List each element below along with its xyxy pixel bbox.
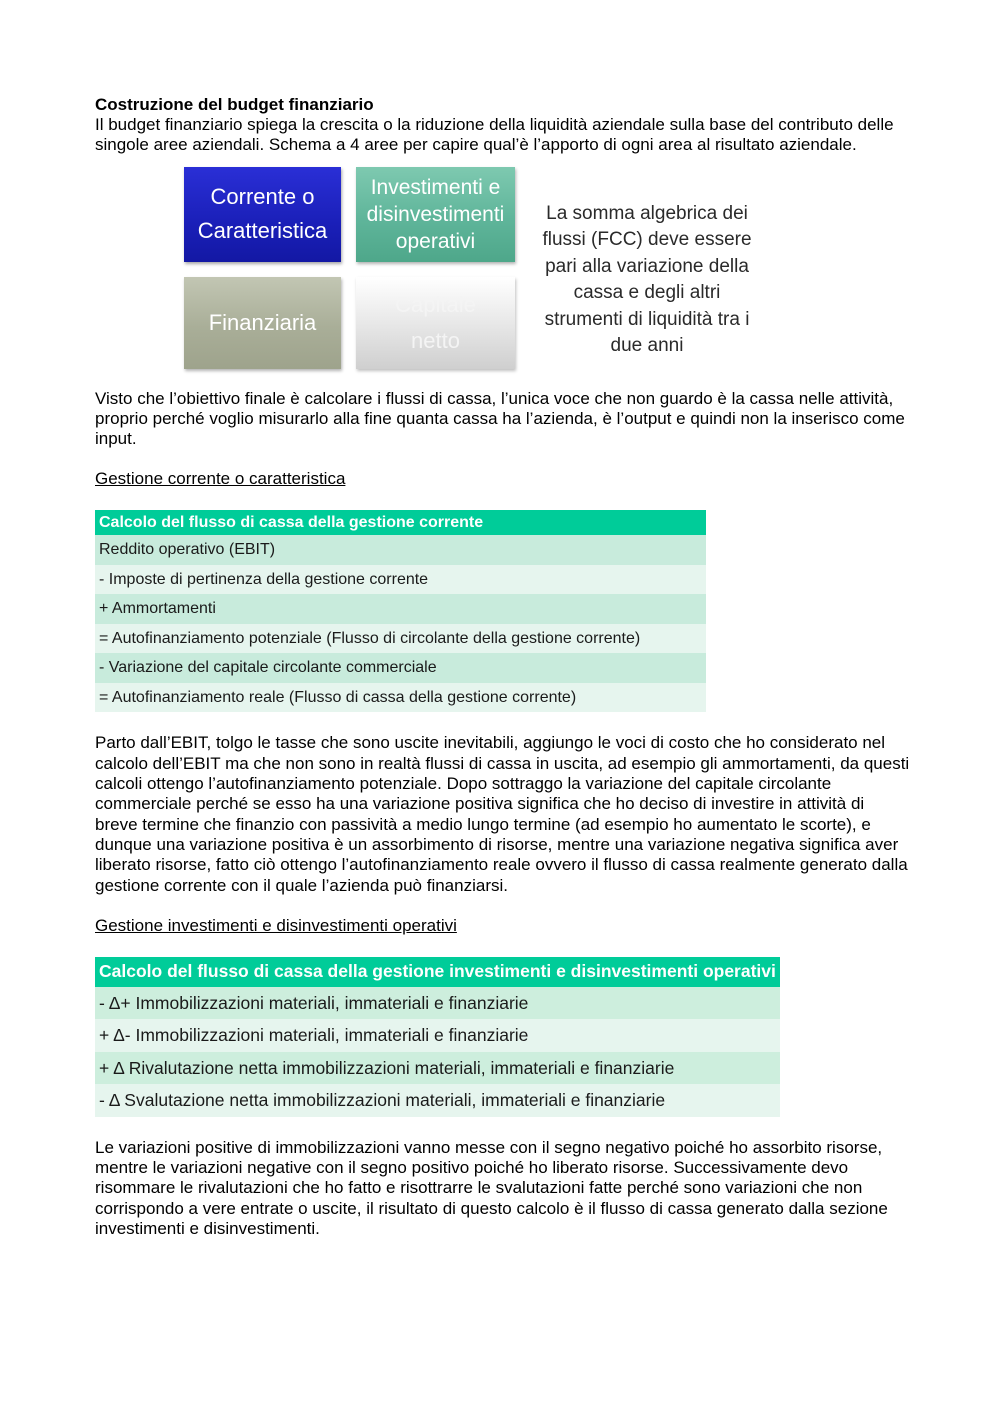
table-header-row [95,957,780,987]
table-row [95,1084,780,1117]
area-box-investimenti [356,167,515,262]
table-header-cell: Calcolo del flusso di cassa della gestione corrente [95,510,706,535]
four-areas-diagram [95,165,910,395]
table-row [95,565,706,595]
table-cell: = Autofinanziamento reale (Flusso di cassa della gestione corrente) [95,683,706,713]
table-row [95,653,706,683]
table-cell: + Δ- Immobilizzazioni materiali, immateriali e finanziarie [95,1019,780,1052]
table-row [95,683,706,713]
table-cell: + Δ Rivalutazione netta immobilizzazioni materiali, immateriali e finanziarie [95,1052,780,1085]
area-box-label: Finanziaria [208,309,317,335]
table-row [95,1052,780,1085]
table-header-row [95,510,706,535]
table-cell: - Δ+ Immobilizzazioni materiali, immateriali e finanziarie [95,987,780,1020]
intro-paragraph: Il budget finanziario spiega la crescita o la riduzione della liquidità aziendale sulla base del contributo delle singole aree aziendali. Schema a 4 aree per capire qual’è l’apporto di ogni area al risultato aziendale. [95,115,894,155]
section-heading-corrente: Gestione corrente o caratteristica [95,469,346,489]
investimenti-explanation: Le variazioni positive di immobilizzazioni vanno messe con il segno negativo poiché ho assorbito risorse, mentre le variazioni negative con il segno positivo poiché ho liberato risorse. Successivamente devo risommare le rivalutazioni che ho fatto e risottrarre le svalutazioni fatte perché sono variazioni che non corrispondo a vere entrate o uscite, il risultato di questo calcolo è il flusso di cassa generato dalla sezione investimenti e disinvestimenti. [95,1137,888,1239]
table-header-cell: Calcolo del flusso di cassa della gestione investimenti e disinvestimenti operativi [95,957,780,987]
area-box-label: netto [411,327,460,353]
table-cell: - Imposte di pertinenza della gestione corrente [95,565,706,595]
table-row [95,594,706,624]
diagram-note: La somma algebrica dei flussi (FCC) deve essere pari alla variazione della cassa e degli altri strumenti di liquidità tra i due anni [542,202,752,357]
corrente-explanation: Parto dall’EBIT, tolgo le tasse che sono uscite inevitabili, aggiungo le voci di costo che ho considerato nel calcolo dell’EBIT ma che non sono in realtà flussi di cassa in uscita, ad esempio gli ammortamenti, da questi calcoli ottengo l’autofinanziamento potenziale. Dopo sottraggo la variazione del capitale circolante commerciale perché se esso ha una variazione positiva significa che ho deciso di investire in attività di breve termine che finanzio con passività a medio lungo termine (ad esempio ho aumentato le scorte), e dunque una variazione positiva è un assorbimento di risorse, mentre una variazione negativa significa aver liberato risorse, fatto ciò ottengo l’autofinanziamento reale ovvero il flusso di cassa realmente generato dalla gestione corrente con il quale l’azienda può finanziarsi. [95,733,910,895]
table-row [95,624,706,654]
table-cell: - Variazione del capitale circolante commerciale [95,653,706,683]
area-box-finanziaria [184,277,341,369]
table-cell: + Ammortamenti [95,594,706,624]
table-row [95,987,780,1020]
table-cell: - Δ Svalutazione netta immobilizzazioni materiali, immateriali e finanziarie [95,1084,780,1117]
area-box-label: Caratteristica [197,218,328,244]
area-box-label: Capitale [395,291,476,317]
table-gestione-investimenti [95,957,780,1117]
area-box-label: Investimenti e [370,175,501,199]
area-box-label: Corrente o [210,184,315,210]
table-row [95,535,706,565]
area-box-corrente [184,167,341,262]
table-cell: Reddito operativo (EBIT) [95,535,706,565]
table-row [95,1019,780,1052]
table-cell: = Autofinanziamento potenziale (Flusso di circolante della gestione corrente) [95,624,706,654]
table-gestione-corrente [95,510,706,712]
area-box-capitale-netto [356,277,515,369]
document-page [95,95,910,1239]
area-box-label: disinvestimenti [366,202,505,226]
page-title: Costruzione del budget finanziario [95,95,374,114]
area-box-label: operativi [395,229,476,253]
section-heading-investimenti: Gestione investimenti e disinvestimenti operativi [95,915,457,935]
cassa-paragraph: Visto che l’obiettivo finale è calcolare i flussi di cassa, l’unica voce che non guardo è la cassa nelle attività, proprio perché voglio misurarlo alla fine quanta cassa ha l’azienda, è l’output e quindi non la inserisco come input. [95,388,905,449]
